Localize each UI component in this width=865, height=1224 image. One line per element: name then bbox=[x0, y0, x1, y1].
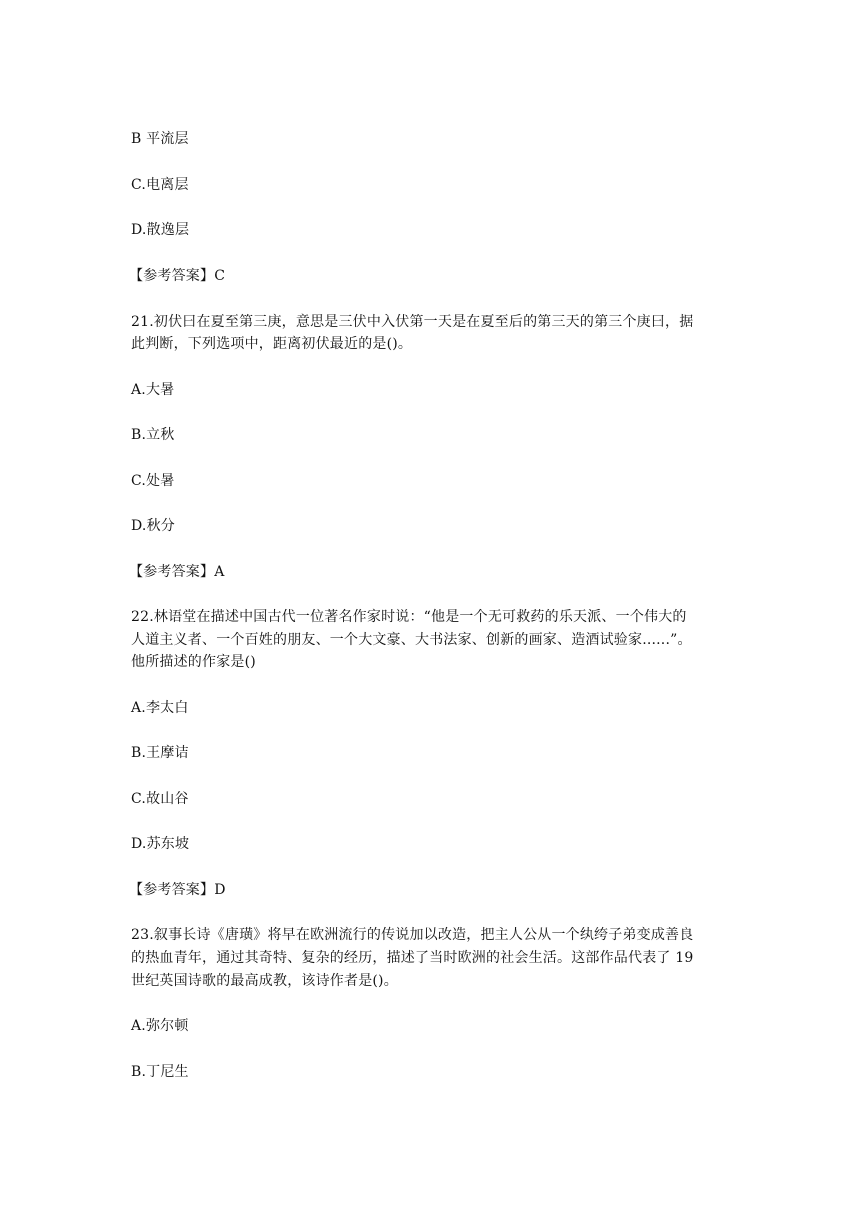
q23-option-b: B.丁尼生 bbox=[131, 1064, 189, 1080]
q22-option-b: B.王摩诘 bbox=[131, 745, 189, 761]
q23-question-line-1: 23.叙事长诗《唐璜》将早在欧洲流行的传说加以改造，把主人公从一个纨绔子弟变成善良 bbox=[131, 927, 694, 943]
q22-question-line-1: 22.林语堂在描述中国古代一位著名作家时说：“他是一个无可救药的乐天派、一个伟大的 bbox=[131, 609, 687, 625]
q23-option-a: A.弥尔顿 bbox=[131, 1018, 189, 1034]
q20-option-d: D.散逸层 bbox=[131, 222, 190, 238]
q23-question-line-3: 世纪英国诗歌的最高成教，该诗作者是()。 bbox=[131, 973, 398, 989]
q20-answer: 【参考答案】C bbox=[129, 268, 226, 284]
q22-answer: 【参考答案】D bbox=[129, 882, 226, 898]
q22-option-a: A.李太白 bbox=[131, 700, 189, 716]
q21-option-c: C.处暑 bbox=[131, 473, 175, 489]
q22-question-line-2: 人道主义者、一个百姓的朋友、一个大文豪、大书法家、创新的画家、造酒试验家......”。 bbox=[131, 632, 692, 648]
q20-option-c: C.电离层 bbox=[131, 177, 189, 193]
q21-option-d: D.秋分 bbox=[131, 518, 175, 534]
q23-question-line-2: 的热血青年，通过其奇特、复杂的经历，描述了当时欧洲的社会生活。这部作品代表了 19 bbox=[131, 950, 694, 966]
q21-answer: 【参考答案】A bbox=[129, 564, 225, 580]
q22-option-c: C.故山谷 bbox=[131, 791, 189, 807]
q22-option-d: D.苏东坡 bbox=[131, 836, 190, 852]
q21-option-a: A.大暑 bbox=[131, 382, 175, 398]
q20-option-b: B 平流层 bbox=[131, 131, 189, 147]
q21-option-b: B.立秋 bbox=[131, 427, 175, 443]
q21-question-line-2: 此判断，下列选项中，距离初伏最近的是()。 bbox=[131, 336, 413, 352]
q22-question-line-3: 他所描述的作家是() bbox=[131, 654, 256, 670]
q21-question-line-1: 21.初伏曰在夏至第三庚，意思是三伏中入伏第一天是在夏至后的第三天的第三个庚曰，据 bbox=[131, 314, 694, 330]
